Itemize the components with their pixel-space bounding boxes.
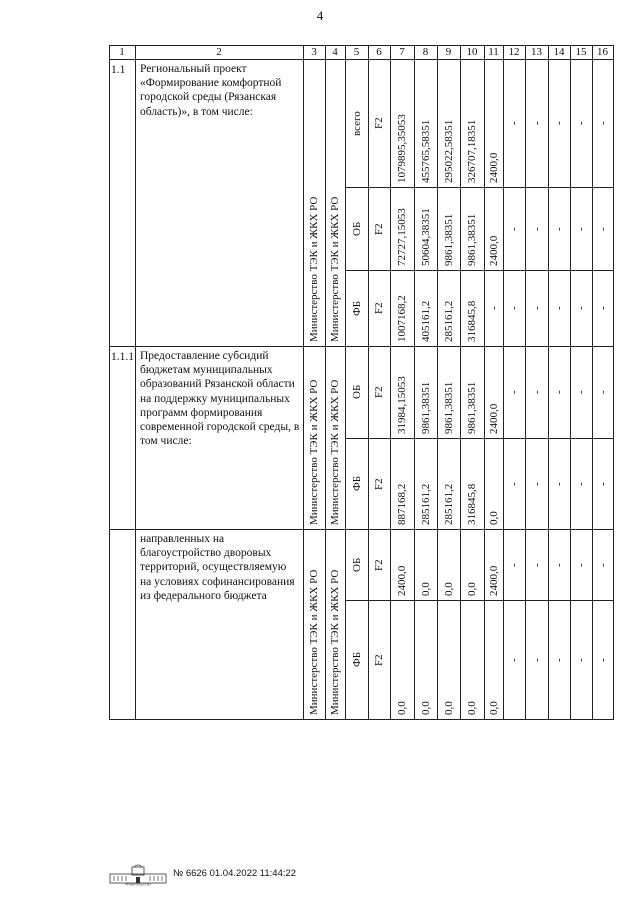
- column-header-3: 3: [311, 46, 317, 58]
- amount-col9: 9861,38351: [442, 381, 455, 434]
- column-header-8: 8: [422, 46, 429, 58]
- empty-dash: -: [575, 657, 587, 662]
- column-header-1: 1: [119, 46, 125, 58]
- document-registration-text: № 6626 01.04.2022 11:44:22: [173, 868, 297, 879]
- table-rule: [437, 45, 438, 720]
- table-rule: [109, 529, 614, 530]
- amount-col7: 31984,15053: [396, 376, 408, 434]
- project-code: F2: [373, 386, 385, 398]
- table-rule: [303, 45, 304, 720]
- table-rule: [135, 45, 136, 720]
- amount-col10: 326707,18351: [466, 119, 478, 183]
- project-code: F2: [373, 302, 385, 314]
- empty-dash: -: [596, 306, 609, 310]
- column-header-10: 10: [466, 46, 478, 58]
- table-rule: [503, 45, 504, 720]
- column-header-11: 11: [488, 46, 499, 58]
- empty-dash: -: [553, 390, 565, 394]
- table-rule: [548, 45, 549, 720]
- empty-dash: -: [508, 121, 520, 125]
- table-rule: [109, 719, 614, 720]
- funding-source: ОБ: [350, 384, 363, 399]
- column-header-4: 4: [332, 46, 338, 58]
- amount-col11: 2400,0: [487, 565, 500, 596]
- table-rule: [390, 45, 391, 720]
- empty-dash: -: [596, 390, 609, 394]
- empty-dash: -: [508, 306, 520, 310]
- empty-dash: -: [530, 481, 543, 486]
- table-rule: [109, 45, 110, 720]
- empty-dash: -: [596, 121, 609, 125]
- empty-dash: -: [553, 121, 565, 125]
- column-header-5: 5: [353, 46, 360, 58]
- table-rule: [484, 45, 485, 720]
- amount-col8: 0,0: [419, 582, 432, 596]
- project-code: F2: [373, 558, 385, 571]
- amount-col9: 0,0: [442, 582, 455, 596]
- amount-col9: 295022,58351: [442, 119, 455, 183]
- empty-dash: -: [575, 481, 587, 486]
- amount-col11: 0,0: [487, 511, 500, 525]
- amount-col9: 9861,38351: [442, 213, 455, 266]
- empty-dash: -: [553, 226, 565, 231]
- table-rule: [345, 600, 614, 601]
- row-number: 1.1: [111, 64, 126, 76]
- row-number: 1.1.1: [111, 351, 134, 363]
- table-rule: [345, 438, 614, 439]
- empty-dash: -: [530, 121, 543, 125]
- empty-dash: -: [530, 306, 543, 310]
- table-rule: [592, 45, 593, 720]
- amount-col8: 405161,2: [419, 300, 432, 342]
- table-rule: [414, 45, 415, 720]
- amount-col11: -: [487, 306, 500, 310]
- co-executor: Министерство ТЭК и ЖКХ РО: [329, 569, 341, 715]
- empty-dash: -: [530, 657, 543, 662]
- empty-dash: -: [508, 562, 520, 567]
- responsible-executor: Министерство ТЭК и ЖКХ РО: [308, 379, 320, 525]
- responsible-executor: Министерство ТЭК и ЖКХ РО: [308, 569, 320, 715]
- empty-dash: -: [596, 657, 609, 662]
- amount-col8: 285161,2: [419, 483, 432, 525]
- amount-col7: 1079895,35053: [396, 114, 408, 183]
- empty-dash: -: [508, 226, 520, 231]
- table-rule: [345, 270, 614, 271]
- funding-source: ОБ: [350, 557, 363, 572]
- page-number: 4: [316, 8, 324, 23]
- column-header-14: 14: [553, 46, 565, 58]
- column-header-15: 15: [575, 46, 587, 58]
- government-building-logo: [108, 864, 168, 886]
- empty-dash: -: [508, 481, 520, 486]
- column-header-9: 9: [445, 46, 452, 58]
- amount-col8: 455765,58351: [419, 119, 432, 183]
- column-header-16: 16: [597, 46, 608, 58]
- amount-col7: 1007168,2: [396, 295, 408, 342]
- empty-dash: -: [596, 562, 609, 567]
- empty-dash: -: [530, 390, 543, 394]
- amount-col7: 887168,2: [396, 483, 408, 525]
- table-rule: [460, 45, 461, 720]
- amount-col10: 316845,8: [466, 300, 478, 342]
- empty-dash: -: [575, 562, 587, 567]
- empty-dash: -: [575, 306, 587, 310]
- empty-dash: -: [508, 390, 520, 394]
- amount-col10: 0,0: [466, 582, 478, 596]
- co-executor: Министерство ТЭК и ЖКХ РО: [329, 196, 341, 342]
- amount-col8: 50604,38351: [419, 208, 432, 266]
- amount-col8: 0,0: [419, 701, 432, 715]
- table-rule: [570, 45, 571, 720]
- empty-dash: -: [553, 562, 565, 567]
- table-rule: [613, 45, 614, 720]
- table-rule: [345, 45, 346, 720]
- amount-col7: 2400,0: [396, 565, 408, 596]
- funding-source: ОБ: [350, 221, 363, 236]
- amount-col10: 0,0: [466, 701, 478, 715]
- co-executor: Министерство ТЭК и ЖКХ РО: [329, 379, 341, 525]
- amount-col7: 72727,15053: [396, 208, 408, 266]
- column-header-7: 7: [399, 46, 405, 58]
- responsible-executor: Министерство ТЭК и ЖКХ РО: [308, 196, 320, 342]
- project-code: F2: [373, 117, 385, 129]
- project-code: F2: [373, 222, 385, 235]
- table-rule: [368, 45, 369, 720]
- empty-dash: -: [508, 657, 520, 662]
- table-rule: [109, 346, 614, 347]
- amount-col7: 0,0: [396, 701, 408, 715]
- empty-dash: -: [530, 562, 543, 567]
- table-rule: [109, 59, 614, 60]
- empty-dash: -: [553, 481, 565, 486]
- empty-dash: -: [575, 121, 587, 125]
- funding-source: ФБ: [350, 651, 363, 667]
- amount-col11: 2400,0: [487, 152, 500, 183]
- row-name: направленных на благоустройство дворовых территорий, осуществляемую на условиях софинансирования из федерального бюджета: [140, 533, 295, 602]
- amount-col8: 9861,38351: [419, 381, 432, 434]
- funding-source: всего: [350, 110, 363, 136]
- amount-col9: 285161,2: [442, 300, 455, 342]
- table-rule: [345, 187, 614, 188]
- amount-col9: 285161,2: [442, 483, 455, 525]
- column-header-6: 6: [376, 46, 382, 58]
- empty-dash: -: [553, 657, 565, 662]
- empty-dash: -: [596, 481, 609, 486]
- empty-dash: -: [596, 226, 609, 231]
- amount-col11: 2400,0: [487, 235, 500, 266]
- empty-dash: -: [575, 226, 587, 231]
- empty-dash: -: [530, 226, 543, 231]
- row-name: Предоставление субсидий бюджетам муниципальных образований Рязанской области на поддержку муниципальных программ формирования современной городской среды, в том числе:: [140, 350, 300, 448]
- table-rule: [525, 45, 526, 720]
- amount-col10: 9861,38351: [466, 381, 478, 434]
- project-code: F2: [373, 477, 385, 490]
- amount-col10: 9861,38351: [466, 213, 478, 266]
- amount-col9: 0,0: [442, 701, 455, 715]
- logo-caption: ПРАВИТЕЛЬСТВО: [125, 882, 151, 886]
- amount-col11: 0,0: [487, 701, 500, 715]
- empty-dash: -: [553, 306, 565, 310]
- empty-dash: -: [575, 390, 587, 394]
- project-code: F2: [373, 653, 385, 666]
- column-header-2: 2: [216, 46, 222, 58]
- column-header-13: 13: [531, 46, 542, 58]
- table-rule: [325, 45, 326, 720]
- row-name: Региональный проект «Формирование комфортной городской среды (Рязанская область)», в том числе:: [140, 63, 282, 118]
- amount-col11: 2400,0: [487, 403, 500, 434]
- funding-source: ФБ: [350, 300, 363, 316]
- funding-source: ФБ: [350, 475, 363, 491]
- column-header-12: 12: [508, 46, 520, 58]
- amount-col10: 316845,8: [466, 483, 478, 525]
